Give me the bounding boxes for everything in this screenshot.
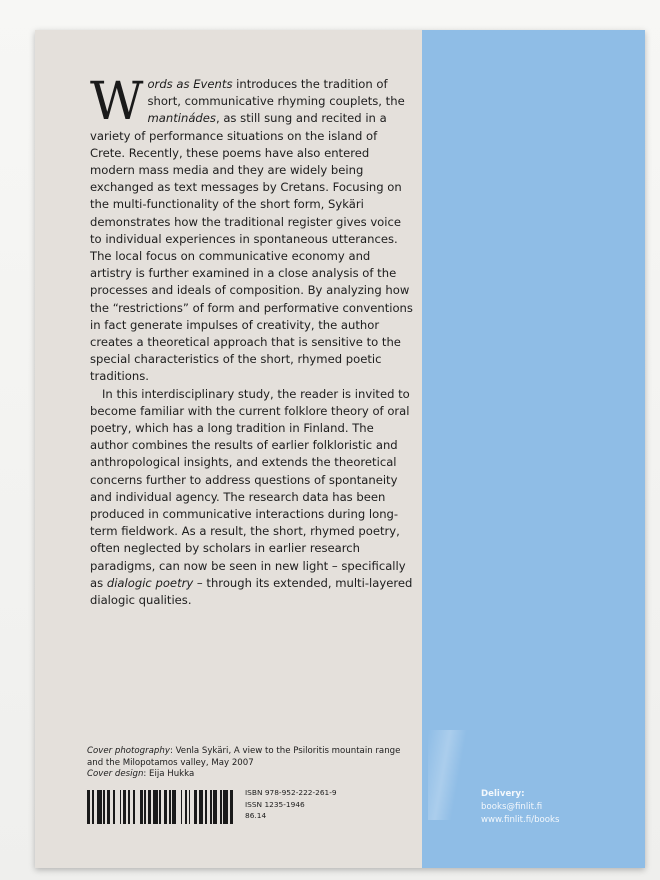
- barcode-bar: [233, 790, 235, 824]
- blurb-term: dialogic poetry: [106, 575, 194, 590]
- design-credit: [87, 769, 407, 781]
- blurb-term: mantinádes: [147, 111, 216, 126]
- classification-number: 86.14: [245, 811, 267, 821]
- blurb-paragraph-1: [90, 72, 413, 386]
- blurb-text: [90, 72, 413, 609]
- cover-credits: [87, 746, 407, 781]
- drop-cap: W: [90, 72, 144, 132]
- isbn-number: ISBN 978-952-222-261-9: [245, 788, 337, 797]
- blurb-text-run: – through its extended, multi-layered dialogic qualities.: [90, 575, 413, 608]
- design-credit-label: Cover design: [87, 769, 144, 780]
- barcode: [87, 790, 235, 824]
- delivery-email: books@finlit.fi: [481, 802, 543, 812]
- cover-crease: [428, 730, 468, 820]
- blurb-text-run: , as still sung and recited in a variety of performance situations on the island of Crete. Recently, these poems have also entered modern mass media and they are widely being exchanged as text messages by Cretans. Focusing on the multi-functionality of the short form, Sykäri demonstrates how the traditional register gives voice to individual experiences in spontaneous utterances. The local focus on communicative economy and artistry is further examined in a close analysis of the processes and ideals of composition. By analyzing how the “restrictions” of form and performative conventions in fact generate impulses of creativity, the author creates a theoretical approach that is sensitive to the special characteristics of the short, rhymed poetic traditions.: [90, 111, 413, 384]
- issn-number: ISSN 1235-1946: [245, 799, 305, 809]
- delivery-info: [481, 788, 645, 827]
- blurb-paragraph-2: [90, 386, 413, 610]
- book-title: ords as Events: [147, 77, 233, 91]
- delivery-heading: Delivery:: [481, 789, 525, 799]
- photo-credit-label: Cover photography: [87, 746, 170, 756]
- book-back-cover: [35, 30, 645, 868]
- blurb-text-run: In this interdisciplinary study, the reader is invited to become familiar with the current folklore theory of oral poetry, which has a long tradition in Finland. The author combines the results of earlier folkloristic and anthropological insights, and extends the theoretical concerns further to address questions of spontaneity and individual agency. The research data has been produced in communicative interactions during long-term fieldwork. As a result, the short, rhymed poetry, often neglected by scholars in earlier research paradigms, can now be seen in new light – specifically as: [90, 386, 410, 590]
- photo-credit: [87, 746, 407, 769]
- design-credit-text: : Eija Hukka: [143, 769, 195, 780]
- photo-credit-text: : Venla Sykäri, A view to the Psiloritis mountain range and the Milopotamos valley, May 2007: [87, 746, 401, 768]
- identifier-block: [245, 787, 405, 822]
- delivery-website: www.finlit.fi/books: [481, 815, 560, 825]
- blurb-text-run: introduces the tradition of short, communicative rhyming couplets, the: [147, 77, 405, 109]
